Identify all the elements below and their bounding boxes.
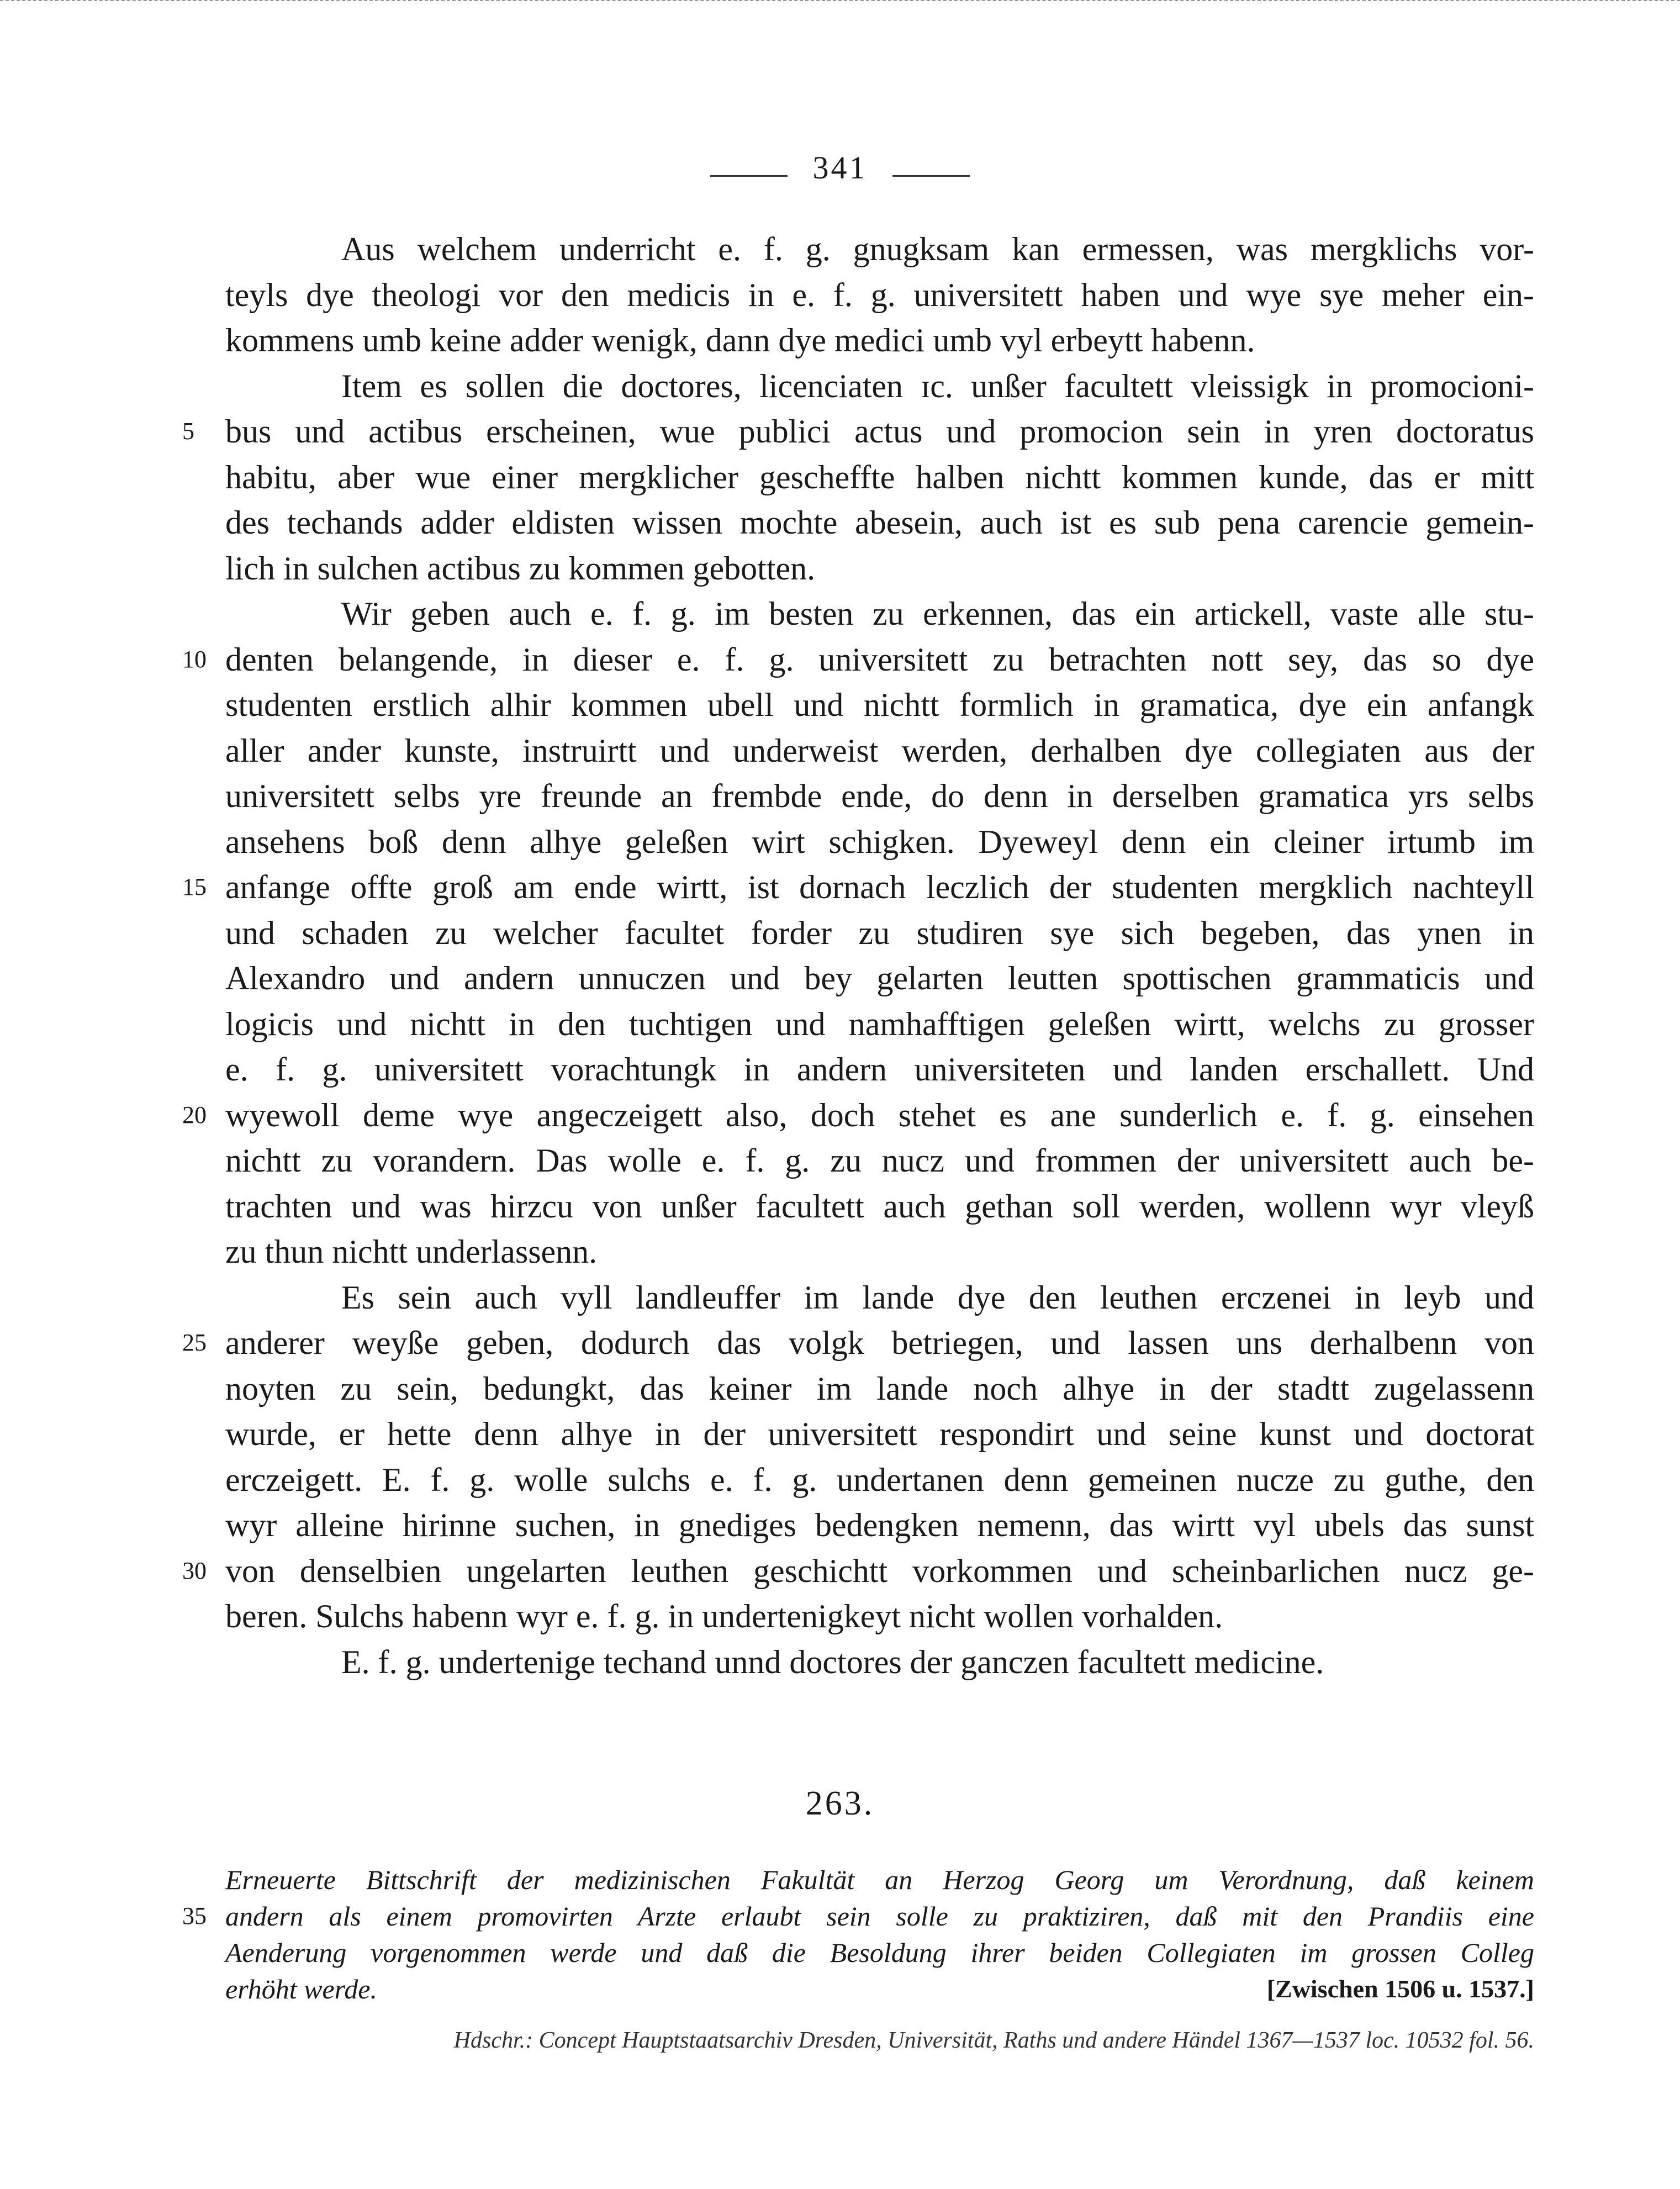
text-line [225,1001,1534,1047]
text-line [225,591,1534,637]
text-line [225,546,1534,592]
text-line [225,1275,1534,1321]
line-text: Wir geben auch e. f. g. im besten zu erkennen, das ein artickell, vaste alle stu- [341,595,1534,632]
text-line [225,728,1534,774]
document-summary [182,1861,1534,2007]
text-line [182,1548,1534,1594]
line-number: 15 [182,873,207,900]
text-line [225,682,1534,728]
line-number: 5 [182,418,194,445]
line-text: Item es sollen die doctores, licenciaten ɪc. unßer facultett vleissigk in promocioni- [341,367,1534,404]
line-text: erczeigett. E. f. g. wolle sulchs e. f. g. undertanen denn gemeinen nucze zu guthe, den [225,1461,1534,1498]
text-line [225,1639,1534,1685]
line-text: und schaden zu welcher facultet forder zu studiren sye sich begeben, das ynen in [225,914,1534,951]
line-text: zu thun nichtt underlassenn. [225,1233,598,1270]
summary-line [225,1934,1534,1971]
line-text: universitett selbs yre freunde an frembde ende, do denn in derselben gramatica yrs selbs [225,778,1534,814]
line-text: Es sein auch vyll landleuffer im lande dye den leuthen erczenei in leyb und [341,1279,1534,1316]
summary-text: andern als einem promovirten Arzte erlaubt sein solle zu praktiziren, daß mit den Prandiis eine [225,1901,1534,1932]
summary-text: erhöht werde. [225,1974,377,2005]
text-line [225,1229,1534,1275]
text-line [225,819,1534,865]
line-text: des techands adder eldisten wissen mochte abesein, auch ist es sub pena carencie gemein- [225,504,1534,541]
line-text: trachten und was hirzcu von unßer facultett auch gethan soll werden, wollenn wyr vleyß [225,1188,1534,1225]
text-line [225,318,1534,363]
line-text: denten belangende, in dieser e. f. g. universitett zu betrachten nott sey, das so dye [225,641,1534,678]
summary-line [182,1898,1534,1934]
line-text: bus und actibus erscheinen, wue publici actus und promocion sein in yren doctoratus [225,413,1534,450]
line-text: nichtt zu vorandern. Das wolle e. f. g. zu nucz und frommen der universitett auch be- [225,1142,1534,1179]
text-line [225,1047,1534,1093]
line-text: anderer weyße geben, dodurch das volgk betriegen, und lassen uns derhalbenn von [225,1325,1534,1361]
line-text: Aus welchem underricht e. f. g. gnugksam kan ermessen, was mergklichs vor- [341,231,1534,267]
text-line [182,864,1534,910]
line-text: anfange offte groß am ende wirtt, ist dornach leczlich der studenten mergklich nachteyll [225,869,1534,905]
summary-text: Erneuerte Bittschrift der medizinischen Fakultät an Herzog Georg um Verordnung, daß keinem [225,1864,1534,1895]
page-number: 341 [812,150,868,186]
page-header [0,149,1680,186]
line-text: wyr alleine hirinne suchen, in gnediges bedengken nemenn, das wirtt vyl ubels das sunst [225,1507,1534,1543]
text-line [225,910,1534,956]
line-text: noyten zu sein, bedungkt, das keiner im lande noch alhye in der stadtt zugelassenn [225,1370,1534,1407]
text-line [225,500,1534,546]
line-text: habitu, aber wue einer mergklicher gescheffte halben nichtt kommen kunde, das er mitt [225,458,1534,495]
text-line [225,1457,1534,1503]
line-text: beren. Sulchs habenn wyr e. f. g. in undertenigkeyt nicht wollen vorhalden. [225,1598,1223,1634]
text-line [225,1594,1534,1639]
line-number: 20 [182,1101,207,1128]
text-line [225,1138,1534,1184]
line-text: studenten erstlich alhir kommen ubell und nichtt formlich in gramatica, dye ein anfangk [225,687,1534,723]
text-line [225,1366,1534,1412]
text-line [182,1320,1534,1366]
text-line [225,272,1534,318]
line-text: ansehens boß denn alhye geleßen wirt schigken. Dyeweyl denn ein cleiner irtumb im [225,823,1534,860]
summary-line [225,1861,1534,1898]
text-line [225,363,1534,409]
source-note: Hdschr.: Concept Hauptstaatsarchiv Dresden, Universität, Raths und andere Händel 1367—1537 loc. 10532 fol. 56. [453,2028,1534,2053]
line-text: wurde, er hette denn alhye in der universitett respondirt und seine kunst und doctorat [225,1416,1534,1452]
scan-edge [0,0,1680,3]
summary-line [225,1971,1534,2007]
text-line [225,455,1534,500]
line-number: 10 [182,645,207,673]
line-text: E. f. g. undertenige techand unnd doctores der ganczen facultett medicine. [341,1643,1324,1680]
line-text: von denselbien ungelarten leuthen geschichtt vorkommen und scheinbarlichen nucz ge- [225,1552,1534,1589]
document-date: [Zwischen 1506 u. 1537.] [1266,1975,1534,2003]
header-rule-left [710,175,788,177]
line-text: kommens umb keine adder wenigk, dann dye medici umb vyl erbeytt habenn. [225,322,1255,358]
line-text: lich in sulchen actibus zu kommen gebotten. [225,550,816,587]
summary-text: Aenderung vorgenommen werde und daß die Besoldung ihrer beiden Collegiaten im grossen Colleg [225,1937,1534,1968]
document-number: 263. [805,1785,875,1822]
text-line [225,773,1534,819]
main-text [182,226,1534,1685]
line-number: 35 [182,1902,207,1929]
header-rule-right [892,175,970,177]
text-line [182,409,1534,455]
text-line [182,637,1534,683]
line-text: logicis und nichtt in den tuchtigen und namhafftigen geleßen wirtt, welchs zu grosser [225,1005,1534,1042]
text-line [225,226,1534,272]
line-text: teyls dye theologi vor den medicis in e. f. g. universitett haben und wye sye meher ein- [225,276,1534,313]
text-line [225,956,1534,1001]
line-number: 25 [182,1329,207,1356]
line-text: Alexandro und andern unnuczen und bey gelarten leutten spottischen grammaticis und [225,960,1534,996]
line-text: wyewoll deme wye angeczeigett also, doch stehet es ane sunderlich e. f. g. einsehen [225,1096,1534,1133]
line-text: aller ander kunste, instruirtt und underweist werden, derhalben dye collegiaten aus der [225,732,1534,769]
line-number: 30 [182,1557,207,1584]
text-line [182,1093,1534,1138]
line-text: e. f. g. universitett vorachtungk in andern universiteten und landen erschallett. Und [225,1051,1534,1088]
text-line [225,1411,1534,1457]
text-line [225,1502,1534,1548]
text-line [225,1184,1534,1230]
